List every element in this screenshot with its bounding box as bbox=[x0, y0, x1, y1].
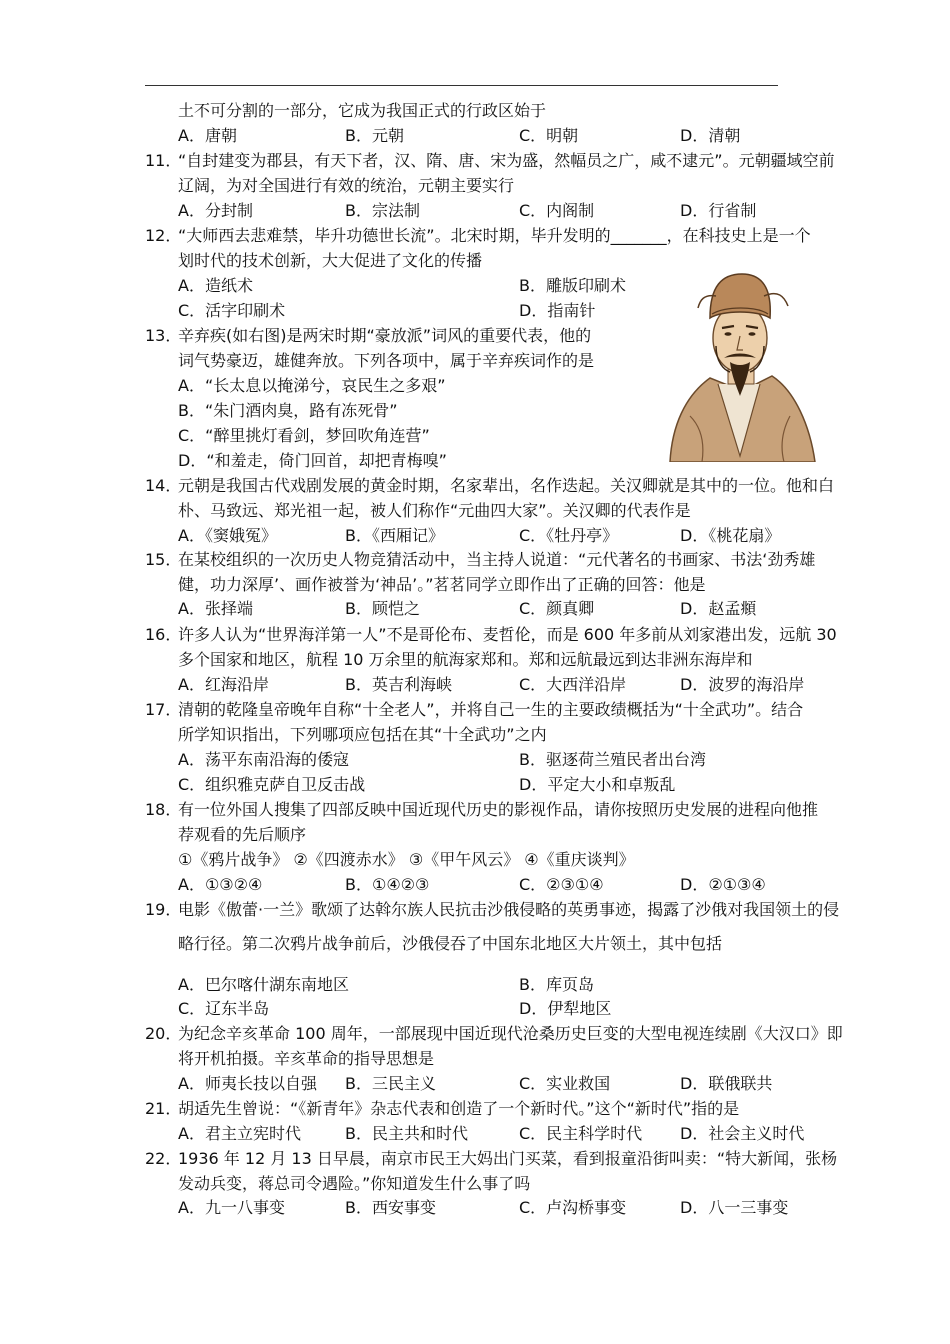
q10-option-b: B．元朝 bbox=[345, 126, 404, 145]
q11-option-c: C．内阁制 bbox=[519, 201, 595, 220]
q18-stem-line2: 荐观看的先后顺序 bbox=[178, 825, 307, 844]
q15-stem-line1: 在某校组织的一次历史人物竞猜活动中，当主持人说道：“元代著名的书画家、书法‘劲秀雄 bbox=[178, 550, 816, 569]
q17-option-b: B．驱逐荷兰殖民者出台湾 bbox=[519, 750, 706, 769]
q19-number: 19． bbox=[145, 900, 182, 919]
q16-option-c: C．大西洋沿岸 bbox=[519, 675, 627, 694]
q11-option-b: B．宗法制 bbox=[345, 201, 420, 220]
q12-number: 12． bbox=[145, 226, 182, 245]
q20-number: 20． bbox=[145, 1024, 182, 1043]
q12-stem-line2: 划时代的技术创新，大大促进了文化的传播 bbox=[178, 251, 483, 270]
q12-option-c: C．活字印刷术 bbox=[178, 301, 286, 320]
q12-stem-line1: “大师西去悲难禁，毕升功德世长流”。北宋时期，毕升发明的_______，在科技史上是一个 bbox=[178, 226, 811, 245]
q15-option-d: D．赵孟頫 bbox=[680, 599, 757, 618]
q12-option-b: B．雕版印刷术 bbox=[519, 276, 626, 295]
q15-option-a: A．张择端 bbox=[178, 599, 253, 618]
q19-stem-line2: 略行径。第二次鸦片战争前后，沙俄侵吞了中国东北地区大片领土，其中包括 bbox=[178, 934, 723, 953]
q16-stem-line2: 多个国家和地区，航程 10 万余里的航海家郑和。郑和远航最远到达非洲东海岸和 bbox=[178, 650, 753, 669]
q14-option-d: D．《桃花扇》 bbox=[680, 526, 781, 545]
q19-option-c: C．辽东半岛 bbox=[178, 999, 270, 1018]
q17-option-d: D．平定大小和卓叛乱 bbox=[519, 775, 676, 794]
q20-option-c: C．实业救国 bbox=[519, 1074, 611, 1093]
q21-option-a: A．君主立宪时代 bbox=[178, 1124, 301, 1143]
q21-option-d: D．社会主义时代 bbox=[680, 1124, 805, 1143]
q14-stem-line1: 元朝是我国古代戏剧发展的黄金时期，名家辈出，名作迭起。关汉卿就是其中的一位。他和白 bbox=[178, 476, 835, 495]
q15-option-c: C．颜真卿 bbox=[519, 599, 595, 618]
header-rule bbox=[145, 85, 778, 86]
q22-option-d: D．八一三事变 bbox=[680, 1198, 789, 1217]
q14-option-a: A．《窦娥冤》 bbox=[178, 526, 277, 545]
q16-stem-line1: 许多人认为“世界海洋第一人”不是哥伦布、麦哲伦，而是 600 年多前从刘家港出发，远航 30 bbox=[178, 625, 837, 644]
q13-option-a: A．“长太息以掩涕兮，哀民生之多艰” bbox=[178, 376, 446, 395]
q16-option-b: B．英吉利海峡 bbox=[345, 675, 452, 694]
q12-option-d: D．指南针 bbox=[519, 301, 596, 320]
q13-option-b: B．“朱门酒肉臭，路有冻死骨” bbox=[178, 401, 398, 420]
q18-option-c: C．②③①④ bbox=[519, 875, 604, 894]
q10-option-c: C．明朝 bbox=[519, 126, 579, 145]
q20-stem-line1: 为纪念辛亥革命 100 周年，一部展现中国近现代沧桑历史巨变的大型电视连续剧《大汉口》即 bbox=[178, 1024, 843, 1043]
q18-option-d: D．②①③④ bbox=[680, 875, 766, 894]
q15-number: 15． bbox=[145, 550, 182, 569]
q11-option-d: D．行省制 bbox=[680, 201, 757, 220]
xin-qiji-portrait-image bbox=[660, 266, 820, 462]
q18-film-list: ①《鸦片战争》 ②《四渡赤水》 ③《甲午风云》 ④《重庆谈判》 bbox=[178, 850, 635, 869]
q11-number: 11． bbox=[145, 151, 182, 170]
q13-option-d: D．“和羞走，倚门回首，却把青梅嗅” bbox=[178, 451, 447, 470]
q22-option-c: C．卢沟桥事变 bbox=[519, 1198, 627, 1217]
q10-option-d: D．清朝 bbox=[680, 126, 741, 145]
q18-option-b: B．①④②③ bbox=[345, 875, 430, 894]
q12-option-a: A．造纸术 bbox=[178, 276, 253, 295]
q10-option-a: A．唐朝 bbox=[178, 126, 237, 145]
q11-stem-line1: “自封建变为郡县，有天下者，汉、隋、唐、宋为盛，然幅员之广，咸不逮元”。元朝疆域空前 bbox=[178, 151, 835, 170]
q21-option-b: B．民主共和时代 bbox=[345, 1124, 468, 1143]
q14-stem-line2: 朴、马致远、郑光祖一起，被人们称作“元曲四大家”。关汉卿的代表作是 bbox=[178, 501, 691, 520]
q22-stem-line2: 发动兵变，蒋总司令遇险。”你知道发生什么事了吗 bbox=[178, 1174, 531, 1193]
q16-option-d: D．波罗的海沿岸 bbox=[680, 675, 805, 694]
q16-number: 16． bbox=[145, 625, 182, 644]
q17-stem-line2: 所学知识指出，下列哪项应包括在其“十全武功”之内 bbox=[178, 725, 547, 744]
q21-option-c: C．民主科学时代 bbox=[519, 1124, 643, 1143]
q13-stem-line1: 辛弃疾(如右图)是两宋时期“豪放派”词风的重要代表，他的 bbox=[178, 326, 592, 345]
q14-option-b: B．《西厢记》 bbox=[345, 526, 444, 545]
q20-option-d: D．联俄联共 bbox=[680, 1074, 773, 1093]
q17-number: 17． bbox=[145, 700, 182, 719]
q19-option-b: B．库页岛 bbox=[519, 975, 594, 994]
q20-option-a: A．师夷长技以自强 bbox=[178, 1074, 317, 1093]
q19-option-d: D．伊犁地区 bbox=[519, 999, 612, 1018]
q19-option-a: A．巴尔喀什湖东南地区 bbox=[178, 975, 349, 994]
q18-option-a: A．①③②④ bbox=[178, 875, 263, 894]
q16-option-a: A．红海沿岸 bbox=[178, 675, 269, 694]
q14-option-c: C．《牡丹亭》 bbox=[519, 526, 619, 545]
q17-option-a: A．荡平东南沿海的倭寇 bbox=[178, 750, 349, 769]
q15-option-b: B．顾恺之 bbox=[345, 599, 420, 618]
q18-number: 18． bbox=[145, 800, 182, 819]
q19-stem-line1: 电影《傲蕾·一兰》歌颂了达斡尔族人民抗击沙俄侵略的英勇事迹，揭露了沙俄对我国领土的侵 bbox=[178, 900, 840, 919]
q13-number: 13． bbox=[145, 326, 182, 345]
q21-stem-line1: 胡适先生曾说：“《新青年》杂志代表和创造了一个新时代。”这个“新时代”指的是 bbox=[178, 1099, 740, 1118]
q21-number: 21． bbox=[145, 1099, 182, 1118]
q17-option-c: C．组织雅克萨自卫反击战 bbox=[178, 775, 366, 794]
q18-stem-line1: 有一位外国人搜集了四部反映中国近现代历史的影视作品，请你按照历史发展的进程向他推 bbox=[178, 800, 819, 819]
q15-stem-line2: 健，功力深厚’、画作被誉为‘神品’。”茗茗同学立即作出了正确的回答：他是 bbox=[178, 575, 706, 594]
q22-number: 22． bbox=[145, 1149, 182, 1168]
q17-stem-line1: 清朝的乾隆皇帝晚年自称“十全老人”，并将自己一生的主要政绩概括为“十全武功”。结合 bbox=[178, 700, 804, 719]
q11-stem-line2: 辽阔，为对全国进行有效的统治，元朝主要实行 bbox=[178, 176, 515, 195]
q20-stem-line2: 将开机拍摄。辛亥革命的指导思想是 bbox=[178, 1049, 435, 1068]
q14-number: 14． bbox=[145, 476, 182, 495]
q22-option-a: A．九一八事变 bbox=[178, 1198, 285, 1217]
q22-option-b: B．西安事变 bbox=[345, 1198, 436, 1217]
question-10-continuation: 土不可分割的一部分，它成为我国正式的行政区始于 bbox=[178, 101, 547, 120]
q22-stem-line1: 1936 年 12 月 13 日早晨，南京市民王大妈出门买菜，看到报童沿街叫卖：“特大新闻，张杨 bbox=[178, 1149, 838, 1168]
q20-option-b: B．三民主义 bbox=[345, 1074, 436, 1093]
q13-option-c: C．“醉里挑灯看剑，梦回吹角连营” bbox=[178, 426, 430, 445]
q13-stem-line2: 词气势豪迈，雄健奔放。下列各项中，属于辛弃疾词作的是 bbox=[178, 351, 595, 370]
q11-option-a: A．分封制 bbox=[178, 201, 253, 220]
